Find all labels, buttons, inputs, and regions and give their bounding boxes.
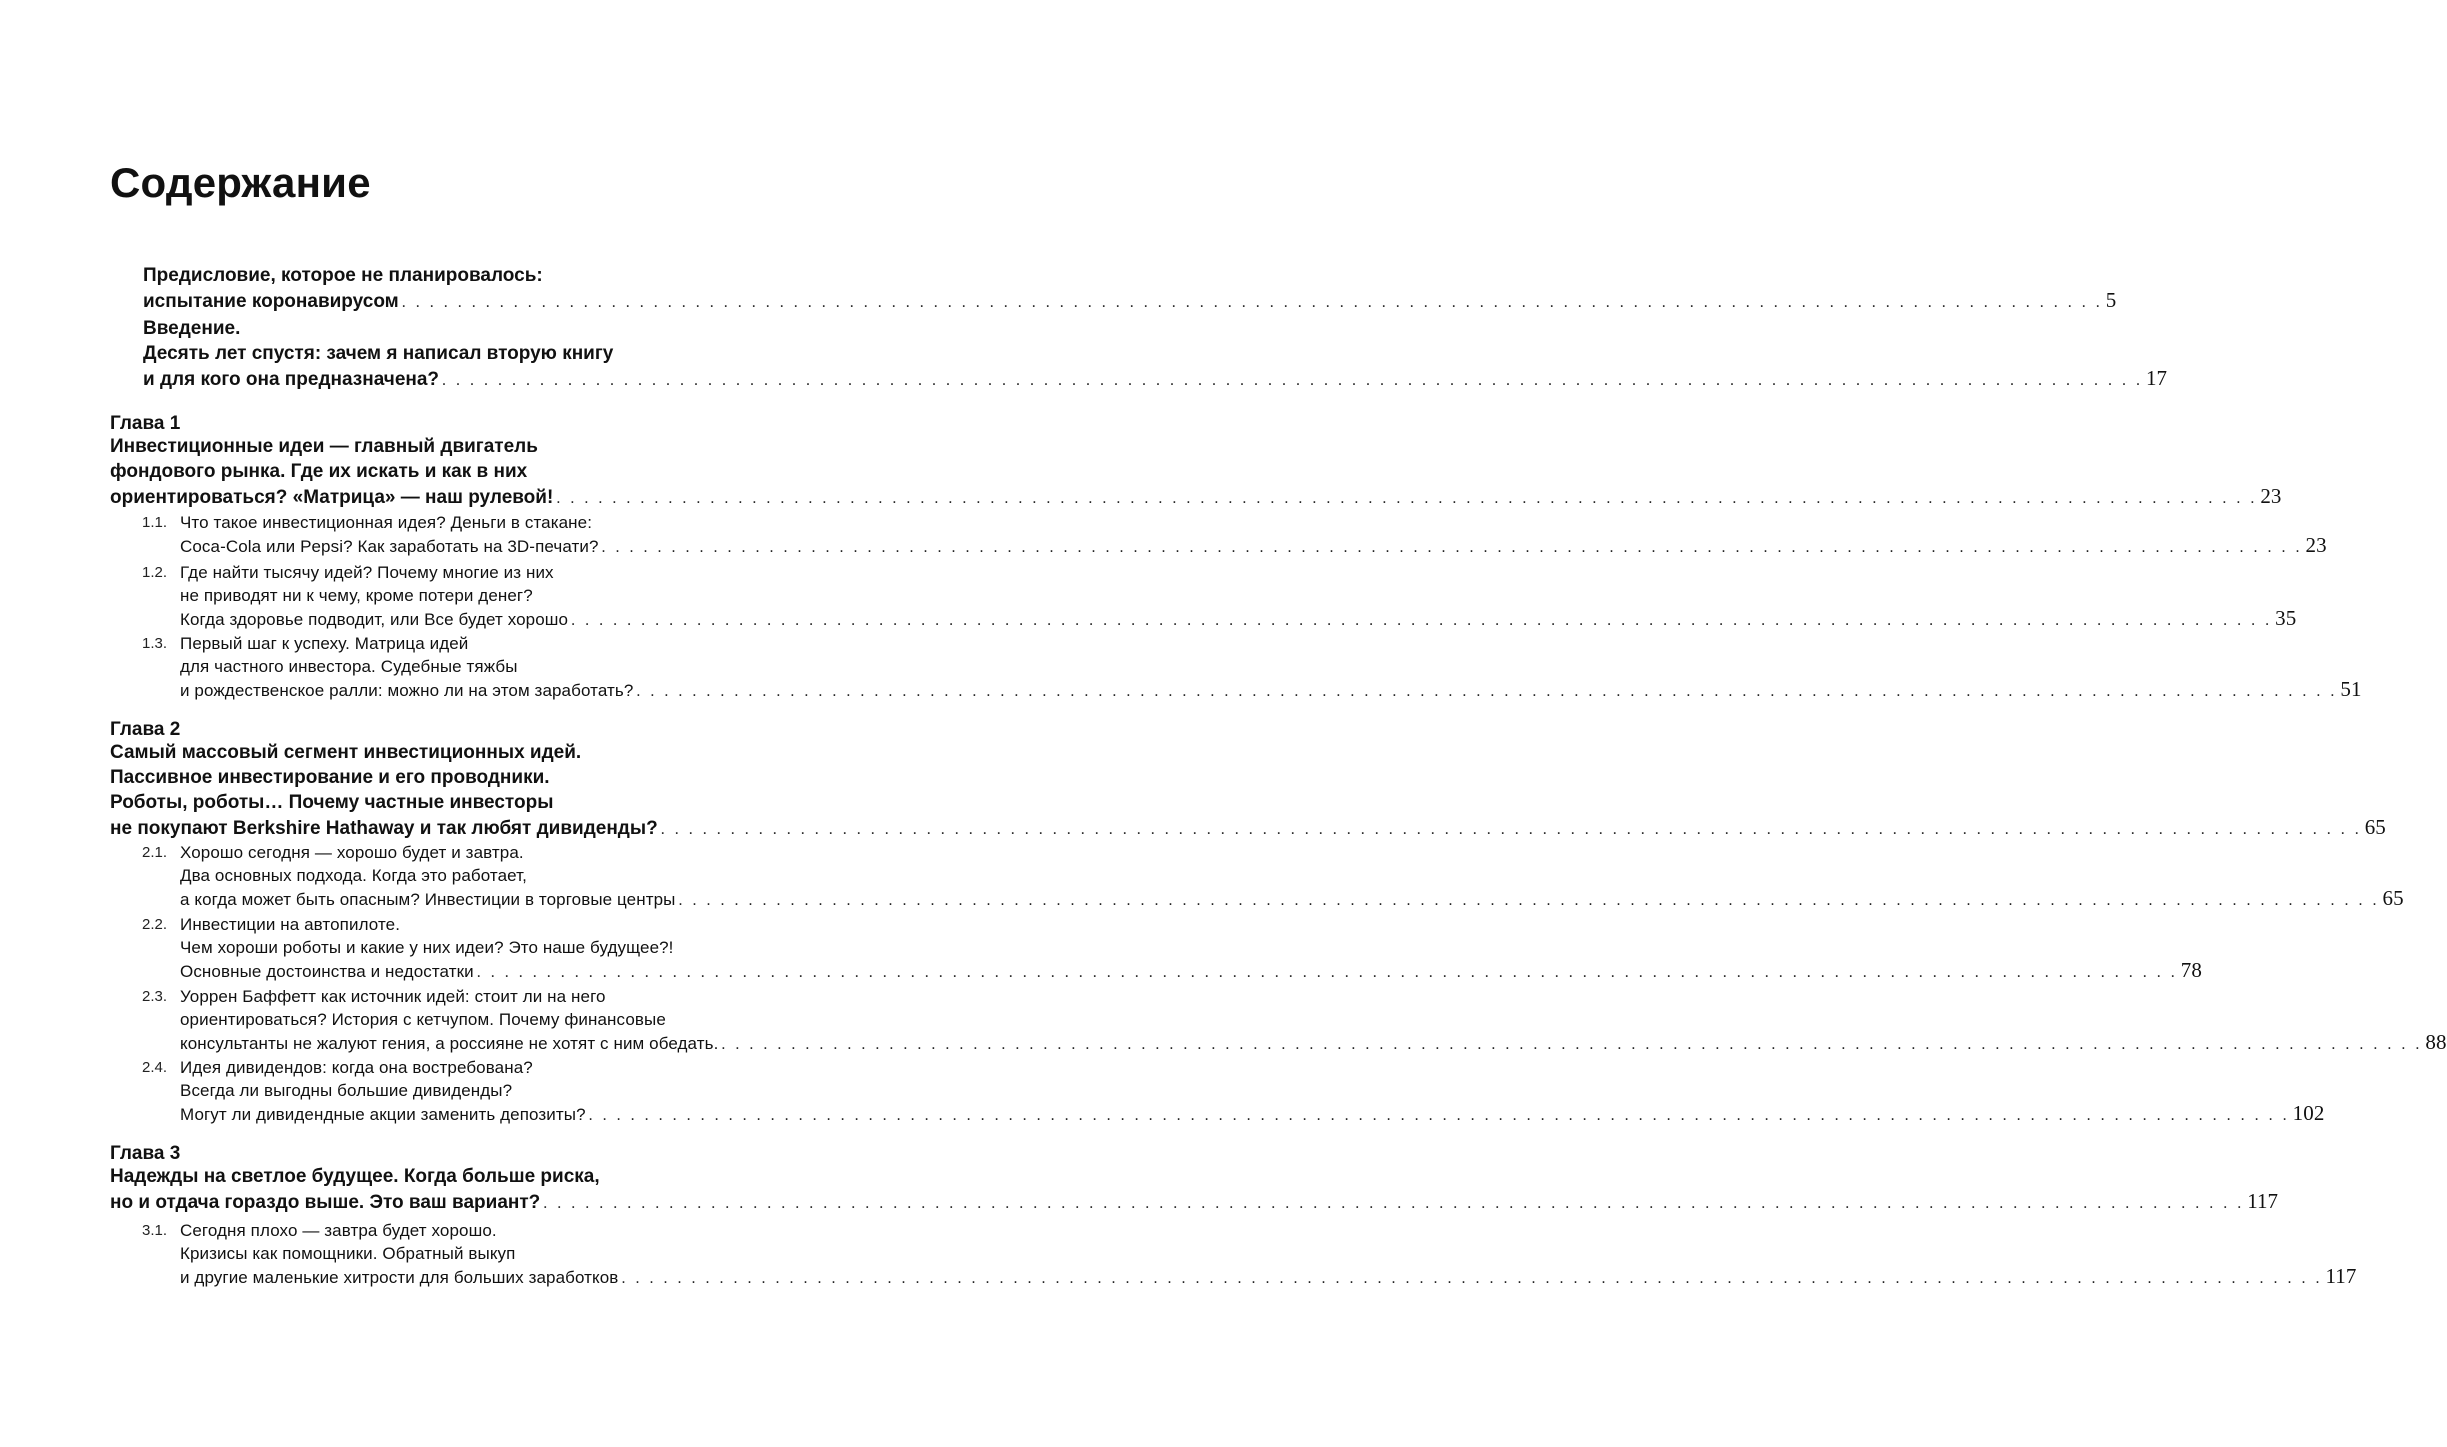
toc-entry-section-3-1[interactable] [180, 1219, 2357, 1290]
dot-leader: . . . . . . . . . . . . . . . . . . . . . . . . . . . . . . . . . . . . . . . . . . . . . . . . . . . . . . . . . . . . . . . . . . . . . . . . . . . . . . . . . . . . . . . . . . . . . . . . . . . . . . . . . . . . . . . . . . . . . . . . . . [678, 892, 2380, 909]
dot-leader: . . . . . . . . . . . . . . . . . . . . . . . . . . . . . . . . . . . . . . . . . . . . . . . . . . . . . . . . . . . . . . . . . . . . . . . . . . . . . . . . . . . . . . . . . . . . . . . . . . . . . . . . . . . . . . . . . . . . . . . . . . [621, 1270, 2323, 1287]
toc-entry-line: не покупают Berkshire Hathaway и так любят дивиденды? . . . . . . . . . . . . . . . . . . . . . . . . . . . . . . . . . . . . . . . . . . . . . . . . . . . . . . . . . . . . . . . . . . . . . . . . . . . . . . . . . . . . . . . . . . . . . . . . . . . . . . . . . . . . . . . . . . . . . . . . . . 65 [110, 815, 820, 842]
toc-entry-line: Инвестиционные идеи — главный двигатель [110, 436, 538, 457]
dot-leader: . . . . . . . . . . . . . . . . . . . . . . . . . . . . . . . . . . . . . . . . . . . . . . . . . . . . . . . . . . . . . . . . . . . . . . . . . . . . . . . . . . . . . . . . . . . . . . . . . . . . . . . . . . . . . . . . . . . . . . . . . . [660, 821, 2362, 838]
toc-entry-line: для частного инвестора. Судебные тяжбы [180, 657, 518, 676]
dot-leader: . . . . . . . . . . . . . . . . . . . . . . . . . . . . . . . . . . . . . . . . . . . . . . . . . . . . . . . . . . . . . . . . . . . . . . . . . . . . . . . . . . . . . . . . . . . . . . . . . . . . . . . . . . . . . . . . . . . . . . . . . . [442, 372, 2144, 389]
section-number: 1.1. [142, 514, 168, 531]
toc-entry-line: Что такое инвестиционная идея? Деньги в стакане: [180, 513, 593, 532]
dot-leader: . . . . . . . . . . . . . . . . . . . . . . . . . . . . . . . . . . . . . . . . . . . . . . . . . . . . . . . . . . . . . . . . . . . . . . . . . . . . . . . . . . . . . . . . . . . . . . . . . . . . . . . . . . . . . . . . . . . . . . . . . . [588, 1107, 2290, 1124]
toc-entry-preface[interactable] [143, 263, 2117, 315]
page-title: Содержание [110, 159, 371, 206]
section-number: 2.1. [142, 844, 168, 861]
section-number: 1.2. [142, 564, 168, 581]
page-number: 65 [2364, 815, 2386, 839]
page-number: 35 [2275, 606, 2297, 630]
toc-entry-line: и для кого она предназначена? . . . . . . . . . . . . . . . . . . . . . . . . . . . . . . . . . . . . . . . . . . . . . . . . . . . . . . . . . . . . . . . . . . . . . . . . . . . . . . . . . . . . . . . . . . . . . . . . . . . . . . . . . . . . . . . . . . . . . . . . . . 17 [143, 366, 820, 393]
toc-entry-section-1-1[interactable] [180, 511, 2327, 559]
page-number: 78 [2180, 958, 2202, 982]
page-number: 23 [2305, 533, 2327, 557]
toc-entry-line: Предисловие, которое не планировалось: [143, 265, 543, 286]
toc-entry-section-2-2[interactable] [180, 913, 2202, 984]
toc-entry-line: Где найти тысячу идей? Почему многие из них [180, 563, 554, 582]
toc-entry-line: испытание коронавирусом . . . . . . . . . . . . . . . . . . . . . . . . . . . . . . . . . . . . . . . . . . . . . . . . . . . . . . . . . . . . . . . . . . . . . . . . . . . . . . . . . . . . . . . . . . . . . . . . . . . . . . . . . . . . . . . . . . . . . . . . . . 5 [143, 288, 820, 315]
page-number: 117 [2247, 1189, 2279, 1213]
toc-entry-line: Идея дивидендов: когда она востребована? [180, 1058, 533, 1077]
page-number: 102 [2292, 1101, 2325, 1125]
toc-entry-section-1-2[interactable] [180, 561, 2297, 632]
dot-leader: . . . . . . . . . . . . . . . . . . . . . . . . . . . . . . . . . . . . . . . . . . . . . . . . . . . . . . . . . . . . . . . . . . . . . . . . . . . . . . . . . . . . . . . . . . . . . . . . . . . . . . . . . . . . . . . . . . . . . . . . . . [721, 1036, 2423, 1053]
toc-entry-chapter-1[interactable] [110, 434, 2282, 511]
toc-entry-line: Кризисы как помощники. Обратный выкуп [180, 1244, 516, 1263]
dot-leader: . . . . . . . . . . . . . . . . . . . . . . . . . . . . . . . . . . . . . . . . . . . . . . . . . . . . . . . . . . . . . . . . . . . . . . . . . . . . . . . . . . . . . . . . . . . . . . . . . . . . . . . . . . . . . . . . . . . . . . . . . . [556, 490, 2258, 507]
toc-entry-line: ориентироваться? «Матрица» — наш рулевой! . . . . . . . . . . . . . . . . . . . . . . . . . . . . . . . . . . . . . . . . . . . . . . . . . . . . . . . . . . . . . . . . . . . . . . . . . . . . . . . . . . . . . . . . . . . . . . . . . . . . . . . . . . . . . . . . . . . . . . . . . . 23 [110, 484, 820, 511]
section-number: 2.4. [142, 1059, 168, 1076]
section-number: 1.3. [142, 635, 168, 652]
page-number: 17 [2146, 366, 2168, 390]
toc-entry-line: Первый шаг к успеху. Матрица идей [180, 634, 469, 653]
toc-entry-line: Coca-Cola или Pepsi? Как заработать на 3D-печати? . . . . . . . . . . . . . . . . . . . . . . . . . . . . . . . . . . . . . . . . . . . . . . . . . . . . . . . . . . . . . . . . . . . . . . . . . . . . . . . . . . . . . . . . . . . . . . . . . . . . . . . . . . . . . . . . . . . . . . . . . . 23 [180, 533, 2327, 557]
page-number: 23 [2260, 484, 2282, 508]
toc-entry-line: Инвестиции на автопилоте. [180, 915, 401, 934]
dot-leader: . . . . . . . . . . . . . . . . . . . . . . . . . . . . . . . . . . . . . . . . . . . . . . . . . . . . . . . . . . . . . . . . . . . . . . . . . . . . . . . . . . . . . . . . . . . . . . . . . . . . . . . . . . . . . . . . . . . . . . . . . . [543, 1195, 2245, 1212]
toc-entry-line: Уоррен Баффетт как источник идей: стоит ли на него [180, 987, 606, 1006]
toc-entry-line: Сегодня плохо — завтра будет хорошо. [180, 1221, 497, 1240]
toc-entry-line: не приводят ни к чему, кроме потери денег? [180, 586, 533, 605]
page-number: 65 [2382, 886, 2404, 910]
toc-entry-line: и рождественское ралли: можно ли на этом заработать? . . . . . . . . . . . . . . . . . . . . . . . . . . . . . . . . . . . . . . . . . . . . . . . . . . . . . . . . . . . . . . . . . . . . . . . . . . . . . . . . . . . . . . . . . . . . . . . . . . . . . . . . . . . . . . . . . . . . . . . . . . 51 [180, 677, 2362, 701]
toc-entry-line: Всегда ли выгодны большие дивиденды? [180, 1081, 513, 1100]
toc-entry-line: а когда может быть опасным? Инвестиции в торговые центры . . . . . . . . . . . . . . . . . . . . . . . . . . . . . . . . . . . . . . . . . . . . . . . . . . . . . . . . . . . . . . . . . . . . . . . . . . . . . . . . . . . . . . . . . . . . . . . . . . . . . . . . . . . . . . . . . . . . . . . . . . 65 [180, 886, 2404, 910]
toc-entry-line: Когда здоровье подводит, или Все будет хорошо . . . . . . . . . . . . . . . . . . . . . . . . . . . . . . . . . . . . . . . . . . . . . . . . . . . . . . . . . . . . . . . . . . . . . . . . . . . . . . . . . . . . . . . . . . . . . . . . . . . . . . . . . . . . . . . . . . . . . . . . . . 35 [180, 606, 2297, 630]
chapter-label: Глава 2 [110, 719, 181, 740]
toc-entry-line: Пассивное инвестирование и его проводники. [110, 767, 550, 788]
toc-entry-line: Основные достоинства и недостатки . . . . . . . . . . . . . . . . . . . . . . . . . . . . . . . . . . . . . . . . . . . . . . . . . . . . . . . . . . . . . . . . . . . . . . . . . . . . . . . . . . . . . . . . . . . . . . . . . . . . . . . . . . . . . . . . . . . . . . . . . . 78 [180, 958, 2202, 982]
page-number: 5 [2105, 288, 2117, 312]
toc-entry-line: и другие маленькие хитрости для больших заработков . . . . . . . . . . . . . . . . . . . . . . . . . . . . . . . . . . . . . . . . . . . . . . . . . . . . . . . . . . . . . . . . . . . . . . . . . . . . . . . . . . . . . . . . . . . . . . . . . . . . . . . . . . . . . . . . . . . . . . . . . . 117 [180, 1264, 2357, 1288]
page-number: 51 [2340, 677, 2362, 701]
toc-entry-line: Самый массовый сегмент инвестиционных идей. [110, 742, 582, 763]
toc-entry-section-2-4[interactable] [180, 1056, 2325, 1127]
toc-entry-line: Два основных подхода. Когда это работает, [180, 866, 527, 885]
dot-leader: . . . . . . . . . . . . . . . . . . . . . . . . . . . . . . . . . . . . . . . . . . . . . . . . . . . . . . . . . . . . . . . . . . . . . . . . . . . . . . . . . . . . . . . . . . . . . . . . . . . . . . . . . . . . . . . . . . . . . . . . . . [601, 539, 2303, 556]
page-number: 117 [2325, 1264, 2357, 1288]
section-number: 3.1. [142, 1222, 168, 1239]
toc-entry-line: Могут ли дивидендные акции заменить депозиты? . . . . . . . . . . . . . . . . . . . . . . . . . . . . . . . . . . . . . . . . . . . . . . . . . . . . . . . . . . . . . . . . . . . . . . . . . . . . . . . . . . . . . . . . . . . . . . . . . . . . . . . . . . . . . . . . . . . . . . . . . . 102 [180, 1101, 2325, 1125]
section-number: 2.3. [142, 988, 168, 1005]
section-number: 2.2. [142, 916, 168, 933]
toc-entry-section-2-1[interactable] [180, 841, 2404, 912]
toc-entry-line: Надежды на светлое будущее. Когда больше риска, [110, 1166, 600, 1187]
chapter-label: Глава 1 [110, 413, 181, 434]
toc-entry-line: фондового рынка. Где их искать и как в них [110, 461, 528, 482]
toc-entry-intro[interactable] [143, 316, 2168, 393]
page-number: 88 [2425, 1030, 2447, 1054]
toc-entry-line: но и отдача гораздо выше. Это ваш вариант? . . . . . . . . . . . . . . . . . . . . . . . . . . . . . . . . . . . . . . . . . . . . . . . . . . . . . . . . . . . . . . . . . . . . . . . . . . . . . . . . . . . . . . . . . . . . . . . . . . . . . . . . . . . . . . . . . . . . . . . . . . 117 [110, 1189, 820, 1216]
dot-leader: . . . . . . . . . . . . . . . . . . . . . . . . . . . . . . . . . . . . . . . . . . . . . . . . . . . . . . . . . . . . . . . . . . . . . . . . . . . . . . . . . . . . . . . . . . . . . . . . . . . . . . . . . . . . . . . . . . . . . . . . . . [401, 294, 2103, 311]
toc-entry-section-2-3[interactable] [180, 985, 2447, 1056]
toc-entry-line: ориентироваться? История с кетчупом. Почему финансовые [180, 1010, 666, 1029]
toc-entry-chapter-2[interactable] [110, 740, 2386, 842]
toc-entry-line: консультанты не жалуют гения, а россияне не хотят с ним обедать. . . . . . . . . . . . . . . . . . . . . . . . . . . . . . . . . . . . . . . . . . . . . . . . . . . . . . . . . . . . . . . . . . . . . . . . . . . . . . . . . . . . . . . . . . . . . . . . . . . . . . . . . . . . . . . . . . . . . . . . . . . 88 [180, 1030, 2447, 1054]
toc-entry-chapter-3[interactable] [110, 1164, 2279, 1216]
dot-leader: . . . . . . . . . . . . . . . . . . . . . . . . . . . . . . . . . . . . . . . . . . . . . . . . . . . . . . . . . . . . . . . . . . . . . . . . . . . . . . . . . . . . . . . . . . . . . . . . . . . . . . . . . . . . . . . . . . . . . . . . . . [476, 964, 2178, 981]
dot-leader: . . . . . . . . . . . . . . . . . . . . . . . . . . . . . . . . . . . . . . . . . . . . . . . . . . . . . . . . . . . . . . . . . . . . . . . . . . . . . . . . . . . . . . . . . . . . . . . . . . . . . . . . . . . . . . . . . . . . . . . . . . [636, 683, 2338, 700]
dot-leader: . . . . . . . . . . . . . . . . . . . . . . . . . . . . . . . . . . . . . . . . . . . . . . . . . . . . . . . . . . . . . . . . . . . . . . . . . . . . . . . . . . . . . . . . . . . . . . . . . . . . . . . . . . . . . . . . . . . . . . . . . . [571, 612, 2273, 629]
toc-entry-line: Введение. [143, 318, 241, 339]
toc-entry-line: Чем хороши роботы и какие у них идеи? Это наше будущее?! [180, 938, 674, 957]
chapter-label: Глава 3 [110, 1143, 181, 1164]
toc-entry-section-1-3[interactable] [180, 632, 2362, 703]
toc-entry-line: Роботы, роботы… Почему частные инвесторы [110, 792, 554, 813]
toc-entry-line: Хорошо сегодня — хорошо будет и завтра. [180, 843, 524, 862]
toc-entry-line: Десять лет спустя: зачем я написал вторую книгу [143, 343, 614, 364]
